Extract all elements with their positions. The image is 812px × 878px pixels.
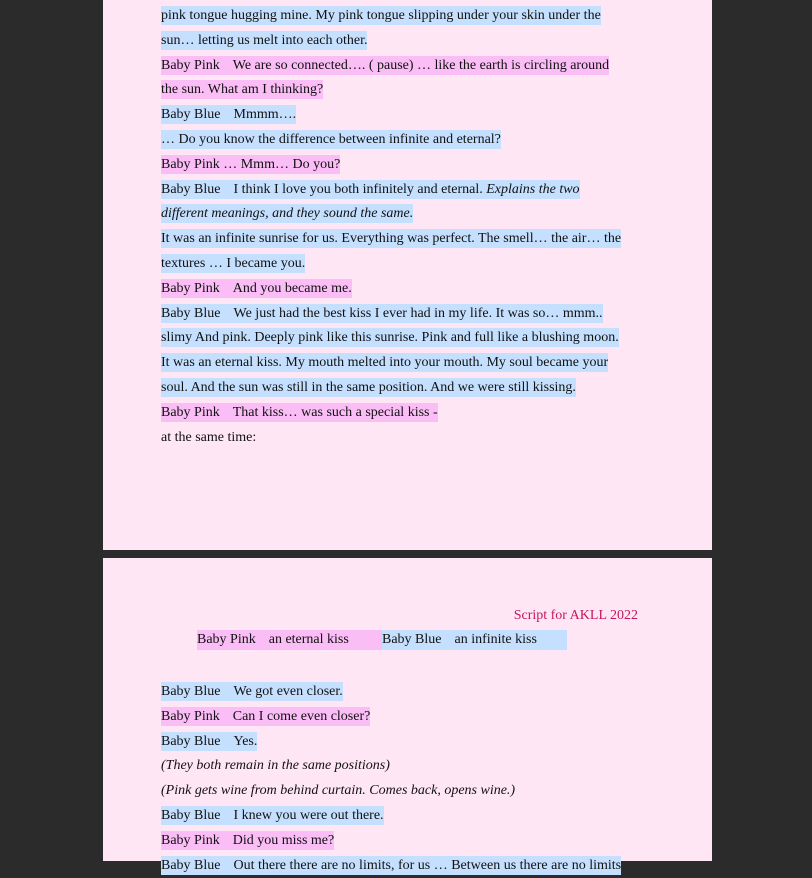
dialogue-text: And you became me. (232, 280, 352, 296)
dialogue-text: Yes. (233, 733, 258, 749)
line-text: Baby Pink … Mmm… Do you? (161, 156, 341, 172)
stage-direction: (Pink gets wine from behind curtain. Comes back, opens wine.) (161, 783, 516, 799)
script-line (161, 754, 651, 779)
script-line (161, 4, 651, 29)
dialogue-text: Can I come even closer? (232, 708, 371, 724)
script-line (161, 804, 651, 829)
speaker-name: Baby Pink (161, 832, 220, 848)
dialogue-text: We just had the best kiss I ever had in my life. It was so… mmm.. (233, 305, 603, 321)
script-line (161, 202, 651, 227)
script-line (161, 829, 651, 854)
stage-direction: (They both remain in the same positions) (161, 758, 390, 774)
line-text: It was an eternal kiss. My mouth melted into your mouth. My soul became your (161, 355, 609, 371)
script-line (161, 326, 651, 351)
speaker-name: Baby Pink (161, 57, 220, 73)
speaker-name: Baby Blue (161, 107, 221, 123)
script-line (161, 277, 651, 302)
line-text: textures … I became you. (161, 255, 306, 271)
dialogue-text: I knew you were out there. (233, 807, 384, 823)
script-page-2 (103, 558, 712, 873)
line-text: … Do you know the difference between infinite and eternal? (161, 131, 501, 147)
script-line (161, 252, 651, 277)
script-line (161, 302, 651, 327)
dialogue-text: We got even closer. (233, 684, 343, 699)
script-line (161, 54, 651, 79)
script-line (161, 854, 651, 878)
script-line (161, 680, 651, 705)
script-line (161, 103, 651, 128)
speaker-name: Baby Blue (161, 733, 221, 749)
speaker-name: Baby Pink (161, 404, 220, 420)
role-description: an infinite kiss (454, 632, 537, 647)
script-line (161, 29, 651, 54)
speaker-name: Baby Blue (161, 181, 221, 197)
line-text: at the same time: (161, 429, 257, 445)
speaker-name: Baby Blue (161, 684, 221, 699)
script-line (161, 730, 651, 755)
speaker-name: Baby Pink (197, 632, 256, 647)
page-2-text-column (161, 680, 651, 878)
role-baby-blue (382, 630, 567, 650)
dialogue-text: Did you miss me? (232, 832, 335, 848)
line-text: the sun. What am I thinking? (161, 82, 324, 98)
script-line (161, 705, 651, 730)
speaker-name: Baby Blue (161, 857, 221, 873)
line-text: soul. And the sun was still in the same position. And we were still kissing. (161, 379, 576, 395)
line-text: It was an infinite sunrise for us. Everything was perfect. The smell… the air… the (161, 231, 622, 247)
speaker-name: Baby Pink (161, 280, 220, 296)
script-line (161, 178, 651, 203)
script-line (161, 401, 651, 426)
line-text: slimy And pink. Deeply pink like this sunrise. Pink and full like a blushing moon. (161, 330, 619, 346)
stage-direction: different meanings, and they sound the same. (161, 206, 414, 222)
page-1-text-column (161, 4, 651, 450)
stage-direction: Explains the two (486, 181, 580, 197)
script-line (161, 351, 651, 376)
dialogue-text: That kiss… was such a special kiss - (232, 404, 438, 420)
script-line (161, 779, 651, 804)
script-line (161, 227, 651, 252)
dialogue-text: Out there there are no limits, for us … Between us there are no limits (233, 857, 622, 873)
script-line (161, 376, 651, 401)
line-text: pink tongue hugging mine. My pink tongue slipping under your skin under the (161, 8, 601, 23)
speaker-name: Baby Blue (161, 305, 221, 321)
speaker-name: Baby Blue (161, 807, 221, 823)
role-description: an eternal kiss (268, 632, 349, 647)
script-line (161, 78, 651, 103)
dialogue-text: We are so connected…. ( pause) … like the earth is circling around (232, 57, 610, 73)
script-page-1 (103, 0, 712, 550)
role-baby-pink (197, 630, 382, 650)
speaker-name: Baby Pink (161, 708, 220, 724)
script-line (161, 128, 651, 153)
dialogue-text: Mmmm…. (233, 107, 297, 123)
script-line (161, 153, 651, 178)
page-header-roles (197, 630, 567, 650)
script-line (161, 426, 651, 451)
dialogue-text: I think I love you both infinitely and eternal. (233, 181, 487, 197)
page-header-title: Script for AKLL 2022 (513, 608, 638, 623)
line-text: sun… letting us melt into each other. (161, 32, 368, 48)
speaker-name: Baby Blue (382, 632, 442, 647)
